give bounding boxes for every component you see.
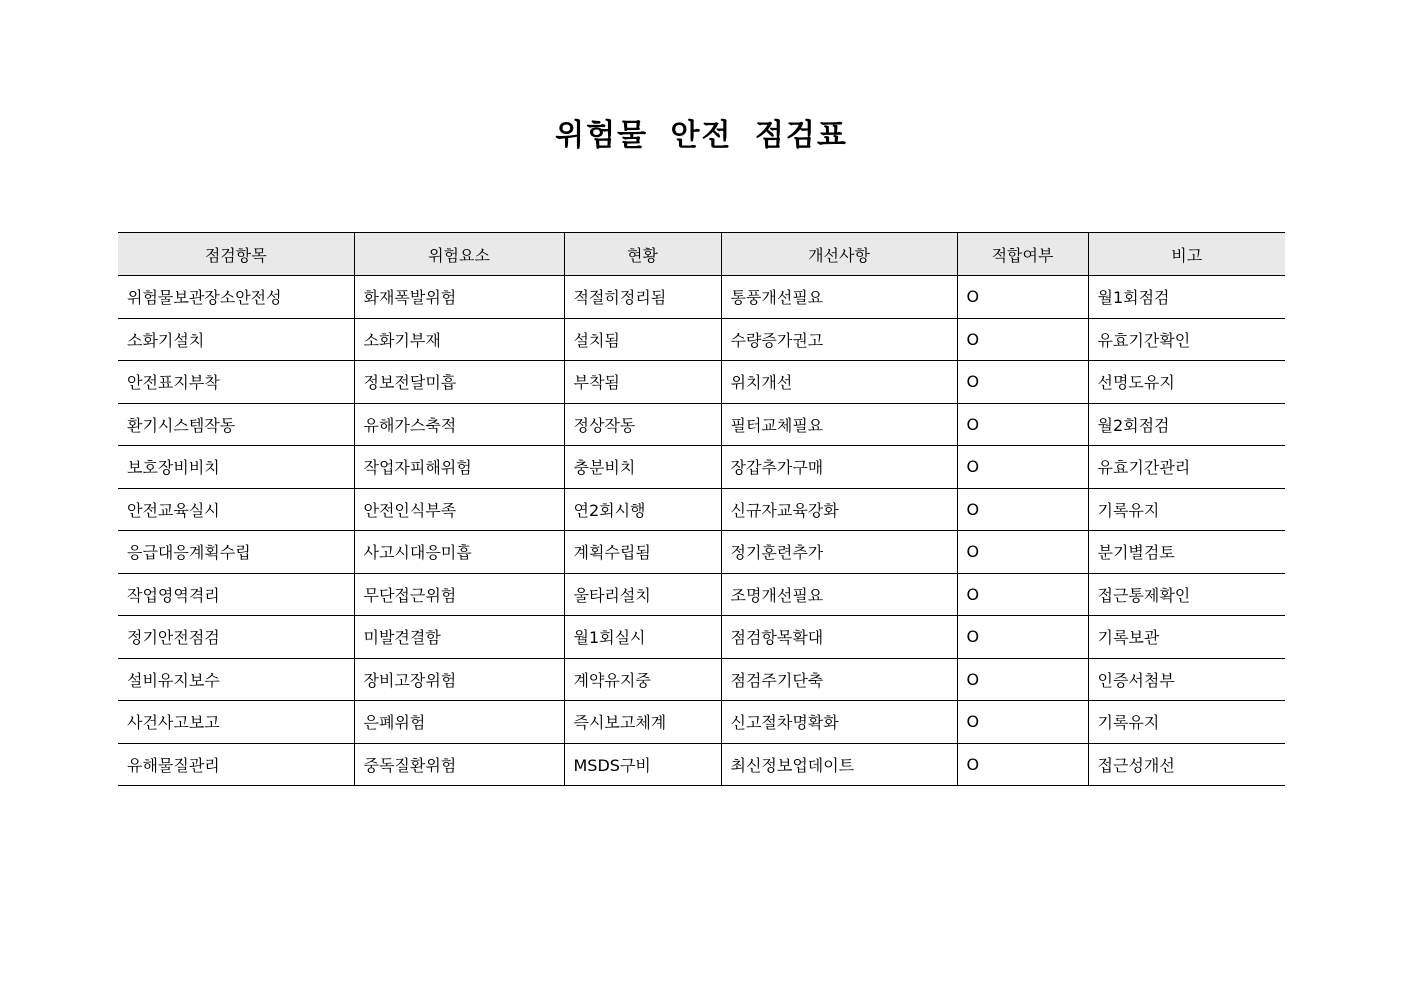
cell-remarks: 선명도유지 [1088,361,1285,404]
cell-inspection-item: 안전교육실시 [118,488,354,531]
cell-conformity: O [957,318,1088,361]
header-remarks: 비고 [1088,233,1285,276]
cell-improvement: 장갑추가구매 [721,446,957,489]
table-row [118,701,1285,744]
cell-risk-factor: 소화기부재 [354,318,564,361]
cell-inspection-item: 소화기설치 [118,318,354,361]
cell-risk-factor: 사고시대응미흡 [354,531,564,574]
table-row [118,488,1285,531]
cell-risk-factor: 정보전달미흡 [354,361,564,404]
cell-status: 설치됨 [564,318,721,361]
inspection-table [118,232,1285,786]
cell-improvement: 수량증가권고 [721,318,957,361]
header-improvement: 개선사항 [721,233,957,276]
cell-status: 연2회시행 [564,488,721,531]
cell-status: 즉시보고체계 [564,701,721,744]
cell-status: 정상작동 [564,403,721,446]
cell-risk-factor: 은폐위험 [354,701,564,744]
table-body [118,276,1285,786]
cell-remarks: 분기별검토 [1088,531,1285,574]
cell-risk-factor: 안전인식부족 [354,488,564,531]
cell-inspection-item: 작업영역격리 [118,573,354,616]
cell-risk-factor: 무단접근위험 [354,573,564,616]
cell-conformity: O [957,403,1088,446]
cell-conformity: O [957,616,1088,659]
cell-remarks: 기록유지 [1088,488,1285,531]
cell-status: 부착됨 [564,361,721,404]
cell-improvement: 신고절차명확화 [721,701,957,744]
cell-risk-factor: 유해가스축적 [354,403,564,446]
cell-risk-factor: 작업자피해위험 [354,446,564,489]
cell-conformity: O [957,573,1088,616]
cell-inspection-item: 보호장비비치 [118,446,354,489]
cell-inspection-item: 유해물질관리 [118,743,354,786]
cell-remarks: 접근통제확인 [1088,573,1285,616]
table-row [118,403,1285,446]
table-header-row [118,233,1285,276]
cell-conformity: O [957,446,1088,489]
cell-improvement: 최신정보업데이트 [721,743,957,786]
cell-inspection-item: 정기안전점검 [118,616,354,659]
cell-remarks: 접근성개선 [1088,743,1285,786]
cell-conformity: O [957,743,1088,786]
cell-inspection-item: 응급대응계획수립 [118,531,354,574]
cell-status: 계획수립됨 [564,531,721,574]
cell-remarks: 기록유지 [1088,701,1285,744]
table-row [118,616,1285,659]
cell-improvement: 통풍개선필요 [721,276,957,319]
cell-improvement: 위치개선 [721,361,957,404]
table-row [118,573,1285,616]
table-row [118,446,1285,489]
header-status: 현황 [564,233,721,276]
cell-risk-factor: 미발견결함 [354,616,564,659]
header-inspection-item: 점검항목 [118,233,354,276]
table-row [118,361,1285,404]
table-row [118,531,1285,574]
cell-risk-factor: 화재폭발위험 [354,276,564,319]
cell-status: MSDS구비 [564,743,721,786]
header-risk-factor: 위험요소 [354,233,564,276]
cell-improvement: 점검주기단축 [721,658,957,701]
cell-status: 충분비치 [564,446,721,489]
cell-inspection-item: 환기시스템작동 [118,403,354,446]
cell-remarks: 기록보관 [1088,616,1285,659]
cell-risk-factor: 중독질환위험 [354,743,564,786]
cell-improvement: 점검항목확대 [721,616,957,659]
cell-status: 계약유지중 [564,658,721,701]
cell-conformity: O [957,701,1088,744]
cell-remarks: 유효기간확인 [1088,318,1285,361]
cell-inspection-item: 사건사고보고 [118,701,354,744]
cell-improvement: 필터교체필요 [721,403,957,446]
cell-conformity: O [957,488,1088,531]
table-row [118,743,1285,786]
cell-status: 월1회실시 [564,616,721,659]
cell-status: 울타리설치 [564,573,721,616]
cell-improvement: 정기훈련추가 [721,531,957,574]
cell-inspection-item: 위험물보관장소안전성 [118,276,354,319]
cell-improvement: 조명개선필요 [721,573,957,616]
cell-remarks: 유효기간관리 [1088,446,1285,489]
cell-conformity: O [957,276,1088,319]
cell-remarks: 인증서첨부 [1088,658,1285,701]
cell-inspection-item: 설비유지보수 [118,658,354,701]
cell-conformity: O [957,531,1088,574]
table-row [118,276,1285,319]
cell-risk-factor: 장비고장위험 [354,658,564,701]
cell-improvement: 신규자교육강화 [721,488,957,531]
cell-conformity: O [957,361,1088,404]
header-conformity: 적합여부 [957,233,1088,276]
cell-remarks: 월1회점검 [1088,276,1285,319]
cell-inspection-item: 안전표지부착 [118,361,354,404]
cell-remarks: 월2회점검 [1088,403,1285,446]
table-row [118,658,1285,701]
table-row [118,318,1285,361]
page-title: 위험물 안전 점검표 [555,118,848,153]
cell-status: 적절히정리됨 [564,276,721,319]
cell-conformity: O [957,658,1088,701]
